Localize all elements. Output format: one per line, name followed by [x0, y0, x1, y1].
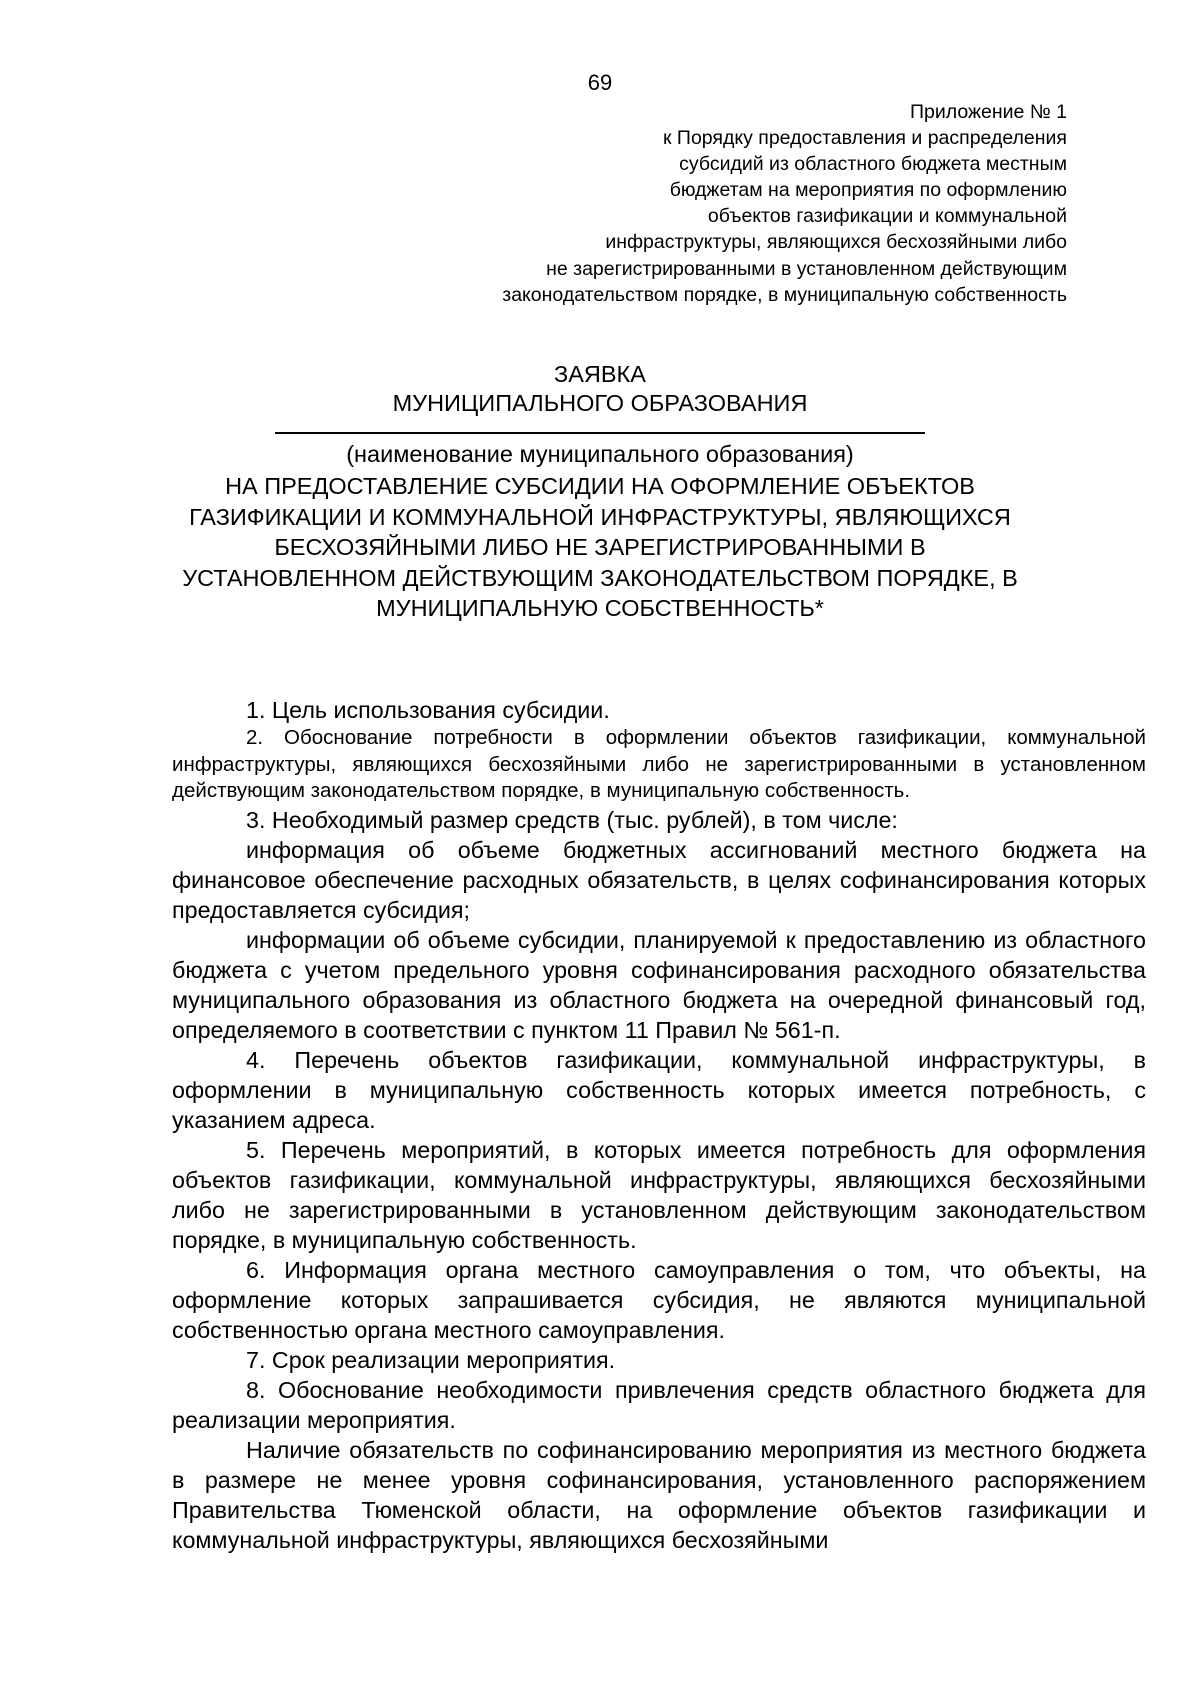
municipality-name-blank [275, 432, 925, 434]
heading-line: МУНИЦИПАЛЬНУЮ СОБСТВЕННОСТЬ* [376, 595, 824, 621]
body-paragraph: 3. Необходимый размер средств (тыс. рублей), в том числе: [246, 806, 898, 833]
document-body [172, 695, 1146, 1555]
appendix-header [347, 99, 1067, 308]
body-paragraph: 7. Срок реализации мероприятия. [246, 1346, 616, 1373]
heading-line: НА ПРЕДОСТАВЛЕНИЕ СУБСИДИИ НА ОФОРМЛЕНИЕ ОБЪЕКТОВ [225, 473, 975, 499]
body-paragraph: 5. Перечень мероприятий, в которых имеется потребность для оформления объектов газификации, коммунальной инфраструктуры, являющихся бесхозяйными либо не зарегистрированными в установленном действующим законодательством порядке, в муниципальную собственность. [172, 1136, 1146, 1253]
body-paragraph: 2. Обоснование потребности в оформлении объектов газификации, коммунальной инфраструктуры, являющихся бесхозяйными либо не зарегистрированными в установленном действующим законодательством порядке, в муниципальную собственность. [172, 726, 1146, 802]
document-title-block [0, 360, 1200, 624]
heading-line: БЕСХОЗЯЙНЫМИ ЛИБО НЕ ЗАРЕГИСТРИРОВАННЫМИ В [274, 534, 926, 560]
appendix-line: законодательством порядке, в муниципальную собственность [502, 283, 1067, 306]
appendix-line: к Порядку предоставления и распределения [662, 127, 1067, 150]
body-paragraph: информация об объеме бюджетных ассигнований местного бюджета на финансовое обеспечение расходных обязательств, в целях софинансирования которых предоставляется субсидия; [172, 836, 1146, 923]
body-paragraph: Наличие обязательств по софинансированию мероприятия из местного бюджета в размере не менее уровня софинансирования, установленного распоряжением Правительства Тюменской области, на оформление объектов газификации и коммунальной инфраструктуры, являющихся бесхозяйными [172, 1436, 1146, 1553]
body-paragraph: 1. Цель использования субсидии. [246, 697, 610, 723]
body-paragraph: информации об объеме субсидии, планируемой к предоставлению из областного бюджета с учетом предельного уровня софинансирования расходного обязательства муниципального образования из областного бюджета на очередной финансовый год, определяемого в соответствии с пунктом 11 Правил № 561-п. [172, 926, 1146, 1043]
appendix-line: субсидий из областного бюджета местным [679, 153, 1067, 176]
page-number: 69 [587, 70, 613, 95]
municipality-name-caption: (наименование муниципального образования) [346, 441, 854, 467]
body-paragraph: 6. Информация органа местного самоуправления о том, что объекты, на оформление которых запрашивается субсидия, не являются муниципальной собственностью органа местного самоуправления. [172, 1256, 1146, 1343]
appendix-line: Приложение № 1 [910, 101, 1067, 123]
heading-line: ГАЗИФИКАЦИИ И КОММУНАЛЬНОЙ ИНФРАСТРУКТУРЫ, ЯВЛЯЮЩИХСЯ [189, 503, 1011, 530]
document-title-subject: МУНИЦИПАЛЬНОГО ОБРАЗОВАНИЯ [392, 390, 808, 416]
document-heading [0, 471, 1200, 624]
appendix-line: не зарегистрированными в установленном действующим [546, 257, 1067, 280]
body-paragraph: 8. Обоснование необходимости привлечения средств областного бюджета для реализации мероприятия. [172, 1376, 1146, 1433]
body-paragraph: 4. Перечень объектов газификации, коммунальной инфраструктуры, в оформлении в муниципальную собственность которых имеется потребность, с указанием адреса. [172, 1046, 1146, 1133]
heading-line: УСТАНОВЛЕННОМ ДЕЙСТВУЮЩИМ ЗАКОНОДАТЕЛЬСТВОМ ПОРЯДКЕ, В [182, 564, 1018, 591]
appendix-line: объектов газификации и коммунальной [707, 205, 1067, 228]
appendix-line: бюджетам на мероприятия по оформлению [669, 179, 1067, 202]
appendix-line: инфраструктуры, являющихся бесхозяйными либо [605, 231, 1067, 254]
document-title: ЗАЯВКА [554, 361, 646, 387]
